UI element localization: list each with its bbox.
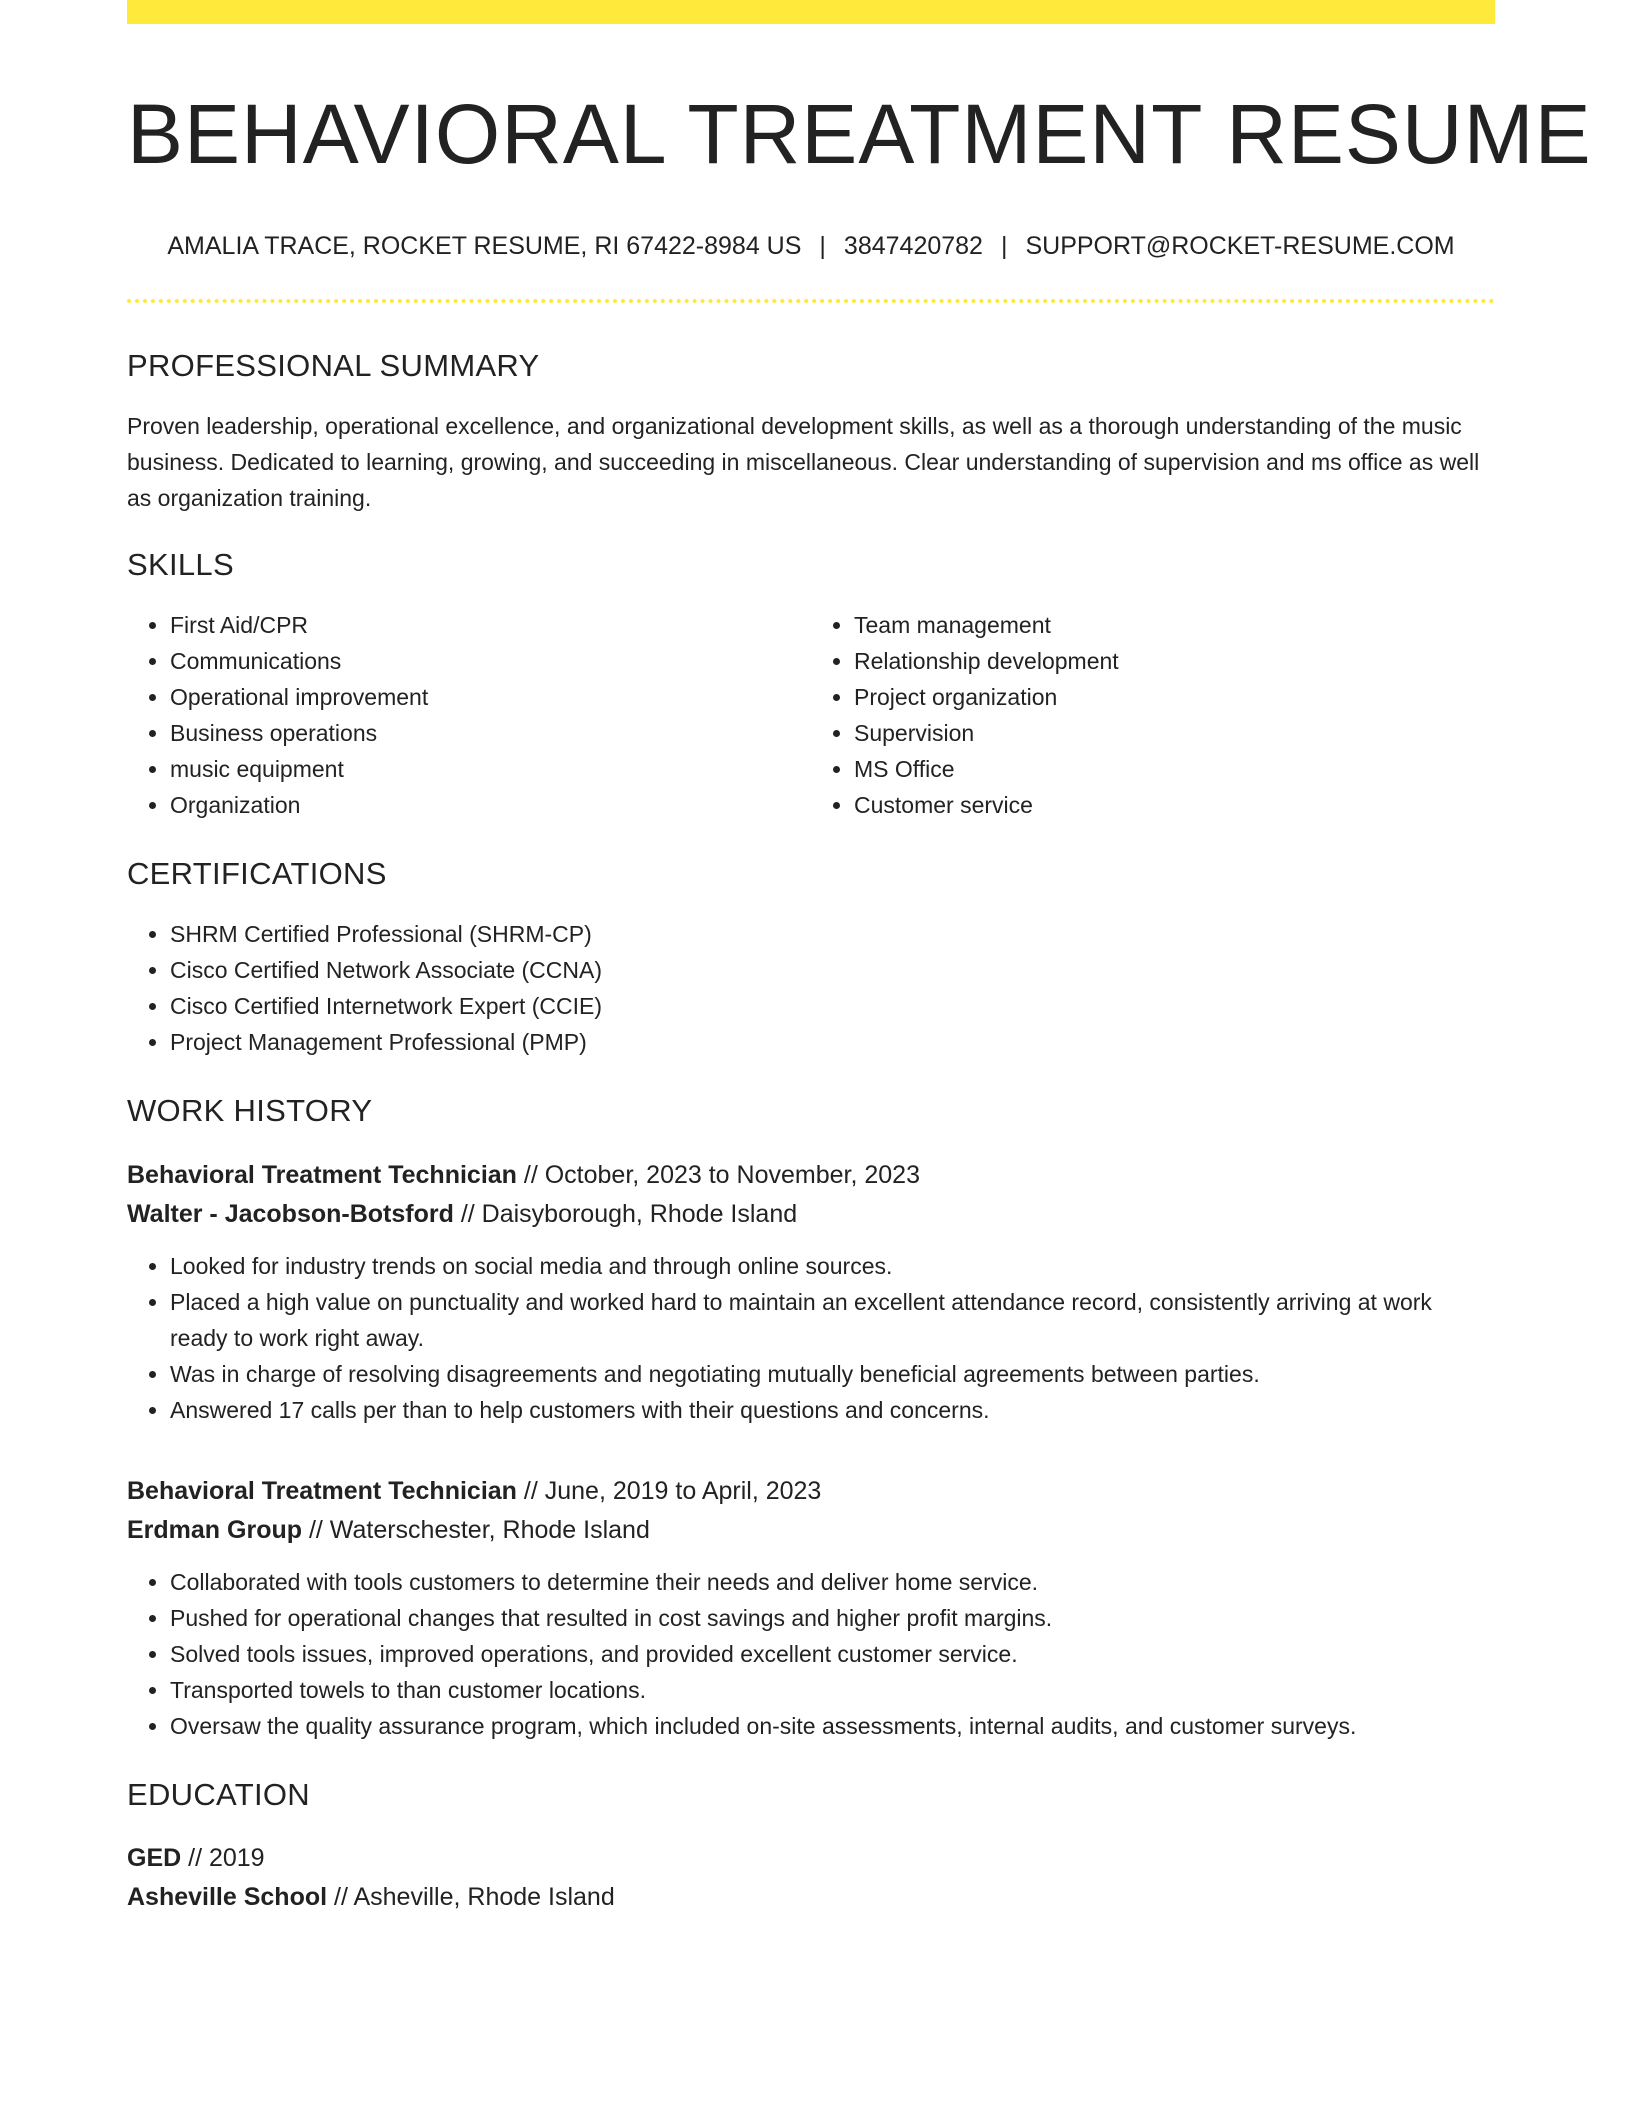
contact-line [127,231,1495,261]
contact-address: AMALIA TRACE, ROCKET RESUME, RI 67422-8984 US [167,231,802,260]
job-title: Behavioral Treatment Technician [127,1160,517,1189]
summary-heading: PROFESSIONAL SUMMARY [127,347,540,383]
certification-item: • Cisco Certified Network Associate (CCNA) [170,952,1495,988]
contact-phone: 3847420782 [843,231,983,260]
education-degree-line [127,1839,1495,1878]
skill-item: • First Aid/CPR [170,607,811,643]
job-company: Walter - Jacobson-Botsford [127,1199,454,1228]
job-dates: // October, 2023 to November, 2023 [516,1160,920,1189]
education-school-line [127,1878,1495,1917]
education-year: // 2019 [181,1843,265,1872]
job-duty: • Placed a high value on punctuality and worked hard to maintain an excellent attendance record, consistently arriving at work ready to work right away. [170,1284,1495,1356]
education-degree: GED [127,1843,182,1872]
dotted-divider [127,299,1495,303]
education-heading: EDUCATION [127,1776,310,1812]
education-school: Asheville School [127,1882,328,1911]
skill-item: • music equipment [170,751,811,787]
education-location: // Asheville, Rhode Island [327,1882,615,1911]
summary-text: Proven leadership, operational excellence, and organizational development skills, as well as a thorough understanding of the music business. Dedicated to learning, growing, and succeeding in miscellaneous. Clear understanding of supervision and ms office as well as organization training. [127,412,1480,511]
job-title-line [127,1472,1495,1511]
skills-list-right [811,607,1495,823]
job-duty: • Pushed for operational changes that resulted in cost savings and higher profit margins. [170,1600,1495,1636]
job-location: // Daisyborough, Rhode Island [453,1199,798,1228]
skill-item: • Business operations [170,715,811,751]
contact-separator: | [1000,231,1008,260]
skill-item: • Supervision [854,715,1495,751]
job-entry [127,1472,1495,1744]
skill-item: • MS Office [854,751,1495,787]
education-entry [127,1839,1495,1917]
certifications-list [127,916,1495,1060]
job-duty: • Solved tools issues, improved operations, and provided excellent customer service. [170,1636,1495,1672]
job-title: Behavioral Treatment Technician [127,1476,517,1505]
job-duty: • Answered 17 calls per than to help customers with their questions and concerns. [170,1392,1495,1428]
certifications-heading: CERTIFICATIONS [127,856,387,892]
skills-heading: SKILLS [127,546,234,582]
skill-item: • Operational improvement [170,679,811,715]
resume-title: BEHAVIORAL TREATMENT RESUME [127,87,1592,181]
skill-item: • Organization [170,787,811,823]
skill-item: • Project organization [854,679,1495,715]
job-duties-list [127,1564,1495,1744]
resume-page [127,0,1592,1917]
skill-item: • Communications [170,643,811,679]
contact-email: SUPPORT@ROCKET-RESUME.COM [1025,231,1455,260]
job-company-line [127,1511,1495,1550]
job-location: // Waterschester, Rhode Island [302,1515,650,1544]
certification-item: • Cisco Certified Internetwork Expert (CCIE) [170,988,1495,1024]
work-history-heading: WORK HISTORY [127,1093,373,1129]
skills-columns [127,607,1495,823]
skill-item: • Relationship development [854,643,1495,679]
job-company-line [127,1195,1495,1234]
job-duties-list [127,1248,1495,1428]
job-entry [127,1156,1495,1428]
certification-item: • SHRM Certified Professional (SHRM-CP) [170,916,1495,952]
job-duty: • Transported towels to than customer locations. [170,1672,1495,1708]
job-duty: • Collaborated with tools customers to determine their needs and deliver home service. [170,1564,1495,1600]
job-duty: • Looked for industry trends on social media and through online sources. [170,1248,1495,1284]
job-title-line [127,1156,1495,1195]
certification-item: • Project Management Professional (PMP) [170,1024,1495,1060]
skill-item: • Team management [854,607,1495,643]
accent-top-bar [127,0,1495,24]
skill-item: • Customer service [854,787,1495,823]
job-dates: // June, 2019 to April, 2023 [516,1476,822,1505]
contact-separator: | [819,231,826,260]
job-company: Erdman Group [127,1515,303,1544]
skills-list-left [127,607,811,823]
job-duty: • Was in charge of resolving disagreements and negotiating mutually beneficial agreements between parties. [170,1356,1495,1392]
job-duty: • Oversaw the quality assurance program, which included on-site assessments, internal audits, and customer surveys. [170,1708,1495,1744]
